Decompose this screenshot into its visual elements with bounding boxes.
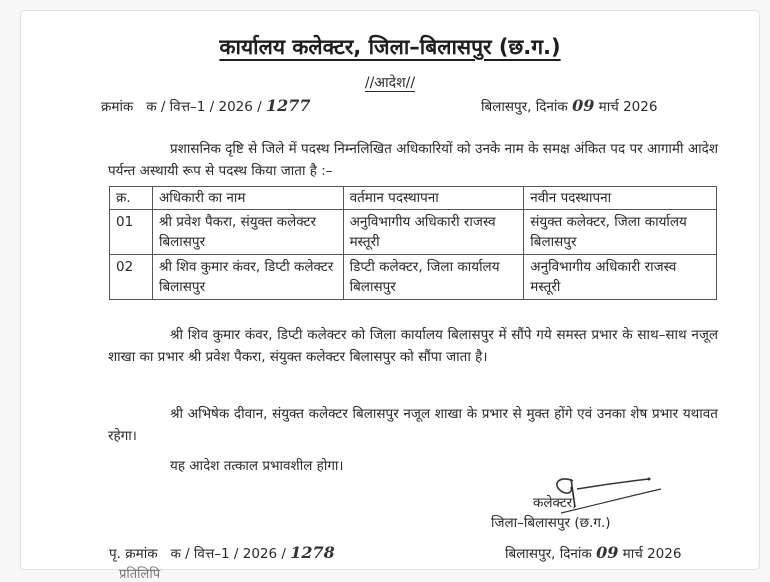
order-label: //आदेश// xyxy=(364,75,416,91)
cell-new-posting: अनुविभागीय अधिकारी राजस्व मस्तूरी xyxy=(524,255,717,300)
col-new-posting: नवीन पदस्थापना xyxy=(524,187,717,210)
endorsement-place-date xyxy=(505,543,681,562)
cell-current-posting: डिप्टी कलेक्टर, जिला कार्यालय बिलासपुर xyxy=(343,255,524,300)
relief-paragraph: श्री अभिषेक दीवान, संयुक्त कलेक्टर बिलासपुर नजूल शाखा के प्रभार से मुक्त होंगे एवं उनका शेष प्रभार यथावत रहेगा। xyxy=(108,406,718,444)
table-header-row xyxy=(110,187,717,210)
cell-current-posting: अनुविभागीय अधिकारी राजस्व मस्तूरी xyxy=(343,210,524,255)
reference-handwritten-number: 1277 xyxy=(265,96,311,115)
signature-block xyxy=(481,473,681,543)
document-card xyxy=(20,10,760,582)
signatory-office: जिला–बिलासपुर (छ.ग.) xyxy=(491,515,611,531)
col-current-posting: वर्तमान पदस्थापना xyxy=(343,187,524,210)
date-month-year: मार्च 2026 xyxy=(598,99,658,115)
endorsement-month-year: मार्च 2026 xyxy=(622,546,682,562)
table-row xyxy=(110,210,717,255)
endorsement-handwritten-day: 09 xyxy=(596,543,619,562)
cell-serial: 02 xyxy=(110,255,153,300)
endorsement-place-date-prefix: बिलासपुर, दिनांक xyxy=(505,546,592,562)
cell-new-posting: संयुक्त कलेक्टर, जिला कार्यालय बिलासपुर xyxy=(524,210,717,255)
col-serial: क्र. xyxy=(110,187,153,210)
copy-to-label-cutoff: प्रतिलिपि xyxy=(119,567,161,582)
cell-officer-name: श्री शिव कुमार कंवर, डिप्टी कलेक्टर बिलासपुर xyxy=(152,255,343,300)
endorsement-handwritten-number: 1278 xyxy=(290,543,335,562)
handwritten-day: 09 xyxy=(572,96,595,115)
table-row xyxy=(110,255,717,300)
order-reference-number xyxy=(101,96,311,115)
reference-number: क / वित्त–1 / 2026 / xyxy=(146,99,262,115)
endorsement-ref: क / वित्त–1 / 2026 / xyxy=(170,546,286,562)
posting-table xyxy=(109,186,717,300)
cell-officer-name: श्री प्रवेश पैकरा, संयुक्त कलेक्टर बिलासपुर xyxy=(152,210,343,255)
order-place-date xyxy=(481,96,657,115)
place-date-prefix: बिलासपुर, दिनांक xyxy=(481,99,568,115)
effective-paragraph: यह आदेश तत्काल प्रभावशील होगा। xyxy=(170,458,344,474)
endorsement-number xyxy=(109,543,335,562)
signatory-designation: कलेक्टर, xyxy=(533,495,577,511)
reference-prefix: क्रमांक xyxy=(101,99,134,115)
intro-paragraph: प्रशासनिक दृष्टि से जिले में पदस्थ निम्नलिखित अधिकारियों को उनके नाम के समक्ष अंकित पद पर आगामी आदेश पर्यन्त अस्थायी रूप से पदस्थ किया जाता है :– xyxy=(108,141,718,179)
endorsement-prefix: पृ. क्रमांक xyxy=(109,546,158,562)
col-officer-name: अधिकारी का नाम xyxy=(152,187,343,210)
order-document xyxy=(21,11,759,582)
office-title: कार्यालय कलेक्टर, जिला–बिलासपुर (छ.ग.) xyxy=(219,35,561,59)
charge-handover-paragraph: श्री शिव कुमार कंवर, डिप्टी कलेक्टर को जिला कार्यालय बिलासपुर में सौंपे गये समस्त प्रभार के साथ–साथ नजूल शाखा का प्रभार श्री प्रवेश पैकरा, संयुक्त कलेक्टर बिलासपुर को सौंपा जाता है। xyxy=(108,327,718,365)
cell-serial: 01 xyxy=(110,210,153,255)
